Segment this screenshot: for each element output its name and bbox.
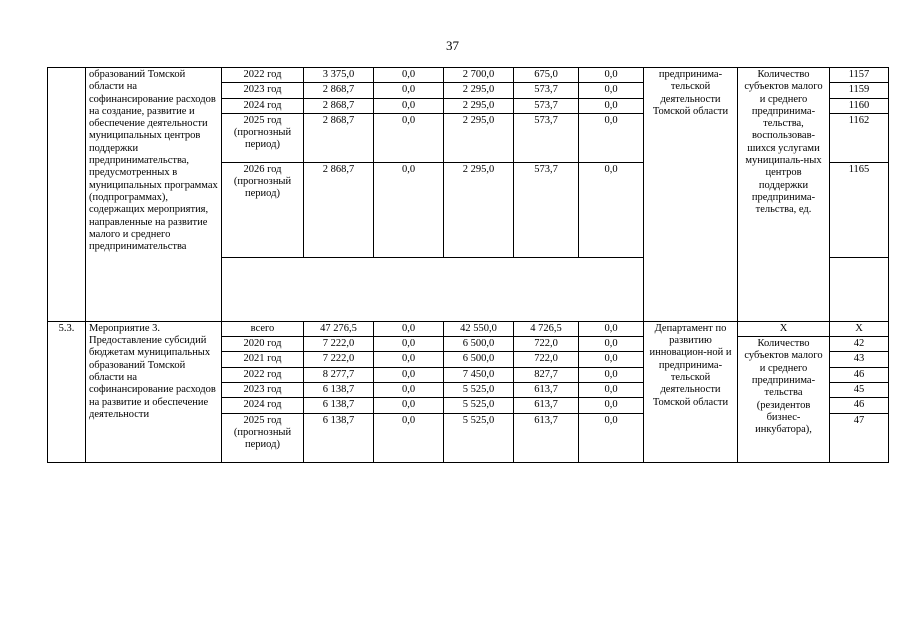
federal-cell: 0,0 [374, 398, 444, 413]
executor-cell: предпринима-тельской деятельности Томской области [644, 68, 738, 322]
other-cell: 0,0 [579, 367, 644, 382]
federal-cell: 0,0 [374, 337, 444, 352]
indicator-value-cell: 1160 [830, 98, 889, 113]
municipal-cell: 722,0 [514, 337, 579, 352]
other-cell: 0,0 [579, 413, 644, 462]
indicator-value-cell: 42 [830, 337, 889, 352]
total-cell: 2 868,7 [304, 98, 374, 113]
period-cell: 2025 год (прогнозный период) [222, 113, 304, 162]
regional-cell: 2 700,0 [444, 68, 514, 83]
indicator-cell: Количество субъектов малого и среднего предпринима-тельства, воспользовав-шихся услугами муниципаль-ных центров поддержки предпринима-тельства, ед. [738, 68, 830, 322]
total-cell: 8 277,7 [304, 367, 374, 382]
total-cell: 47 276,5 [304, 321, 374, 336]
total-cell: 6 138,7 [304, 383, 374, 398]
regional-cell: 2 295,0 [444, 113, 514, 162]
other-cell: 0,0 [579, 352, 644, 367]
regional-cell: 5 525,0 [444, 398, 514, 413]
regional-cell: 2 295,0 [444, 83, 514, 98]
period-cell: 2026 год (прогнозный период) [222, 162, 304, 257]
indicator-value-cell: 1157 [830, 68, 889, 83]
table-row [48, 68, 889, 83]
program-table [47, 67, 889, 463]
period-cell: 2025 год (прогнозный период) [222, 413, 304, 462]
municipal-cell: 4 726,5 [514, 321, 579, 336]
total-cell: 6 138,7 [304, 413, 374, 462]
indicator-cell: Количество субъектов малого и среднего предпринима-тельства (резидентов бизнес-инкубатора), [738, 337, 830, 462]
empty-cell [830, 257, 889, 321]
total-cell: 7 222,0 [304, 352, 374, 367]
municipal-cell: 573,7 [514, 83, 579, 98]
regional-cell: 42 550,0 [444, 321, 514, 336]
municipal-cell: 675,0 [514, 68, 579, 83]
municipal-cell: 573,7 [514, 162, 579, 257]
municipal-cell: 613,7 [514, 413, 579, 462]
period-cell: 2022 год [222, 68, 304, 83]
row-number-cell: 5.3. [48, 321, 86, 462]
regional-cell: 6 500,0 [444, 352, 514, 367]
regional-cell: 2 295,0 [444, 162, 514, 257]
period-cell: 2024 год [222, 398, 304, 413]
indicator-value-cell: 46 [830, 367, 889, 382]
period-cell: 2023 год [222, 83, 304, 98]
regional-cell: 2 295,0 [444, 98, 514, 113]
other-cell: 0,0 [579, 98, 644, 113]
period-cell: 2020 год [222, 337, 304, 352]
indicator-cell: Х [738, 321, 830, 336]
federal-cell: 0,0 [374, 98, 444, 113]
total-cell: 2 868,7 [304, 162, 374, 257]
regional-cell: 6 500,0 [444, 337, 514, 352]
page-number: 37 [446, 38, 459, 53]
indicator-value-cell: 1159 [830, 83, 889, 98]
municipal-cell: 827,7 [514, 367, 579, 382]
indicator-value-cell: 46 [830, 398, 889, 413]
municipal-cell: 722,0 [514, 352, 579, 367]
indicator-value-cell: Х [830, 321, 889, 336]
federal-cell: 0,0 [374, 113, 444, 162]
federal-cell: 0,0 [374, 383, 444, 398]
federal-cell: 0,0 [374, 68, 444, 83]
municipal-cell: 573,7 [514, 98, 579, 113]
other-cell: 0,0 [579, 83, 644, 98]
row-number-cell [48, 68, 86, 322]
indicator-value-cell: 43 [830, 352, 889, 367]
total-cell: 3 375,0 [304, 68, 374, 83]
activity-name-cell: образований Томской области на софинансирование расходов на создание, развитие и обеспечение деятельности муниципальных центров поддержки предпринимательства, предусмотренных в муниципальных программах (подпрограммах), содержащих мероприятия, направленные на развитие малого и среднего предпринимательства [86, 68, 222, 322]
indicator-value-cell: 47 [830, 413, 889, 462]
other-cell: 0,0 [579, 321, 644, 336]
period-cell: 2022 год [222, 367, 304, 382]
activity-name-cell: Мероприятие 3. Предоставление субсидий бюджетам муниципальных образований Томской области на софинансирование расходов на развитие и обеспечение деятельности [86, 321, 222, 462]
federal-cell: 0,0 [374, 413, 444, 462]
period-cell: 2021 год [222, 352, 304, 367]
federal-cell: 0,0 [374, 367, 444, 382]
total-cell: 2 868,7 [304, 113, 374, 162]
municipal-cell: 573,7 [514, 113, 579, 162]
other-cell: 0,0 [579, 113, 644, 162]
period-cell: всего [222, 321, 304, 336]
other-cell: 0,0 [579, 398, 644, 413]
other-cell: 0,0 [579, 383, 644, 398]
table-row [48, 321, 889, 336]
period-cell: 2024 год [222, 98, 304, 113]
federal-cell: 0,0 [374, 162, 444, 257]
federal-cell: 0,0 [374, 321, 444, 336]
total-cell: 2 868,7 [304, 83, 374, 98]
total-cell: 7 222,0 [304, 337, 374, 352]
federal-cell: 0,0 [374, 352, 444, 367]
federal-cell: 0,0 [374, 83, 444, 98]
municipal-cell: 613,7 [514, 383, 579, 398]
other-cell: 0,0 [579, 68, 644, 83]
regional-cell: 7 450,0 [444, 367, 514, 382]
other-cell: 0,0 [579, 337, 644, 352]
period-cell: 2023 год [222, 383, 304, 398]
other-cell: 0,0 [579, 162, 644, 257]
empty-cell [222, 257, 644, 321]
indicator-value-cell: 1162 [830, 113, 889, 162]
regional-cell: 5 525,0 [444, 413, 514, 462]
regional-cell: 5 525,0 [444, 383, 514, 398]
indicator-value-cell: 1165 [830, 162, 889, 257]
total-cell: 6 138,7 [304, 398, 374, 413]
executor-cell: Департамент по развитию инновацион-ной и предпринима-тельской деятельности Томской области [644, 321, 738, 462]
municipal-cell: 613,7 [514, 398, 579, 413]
indicator-value-cell: 45 [830, 383, 889, 398]
